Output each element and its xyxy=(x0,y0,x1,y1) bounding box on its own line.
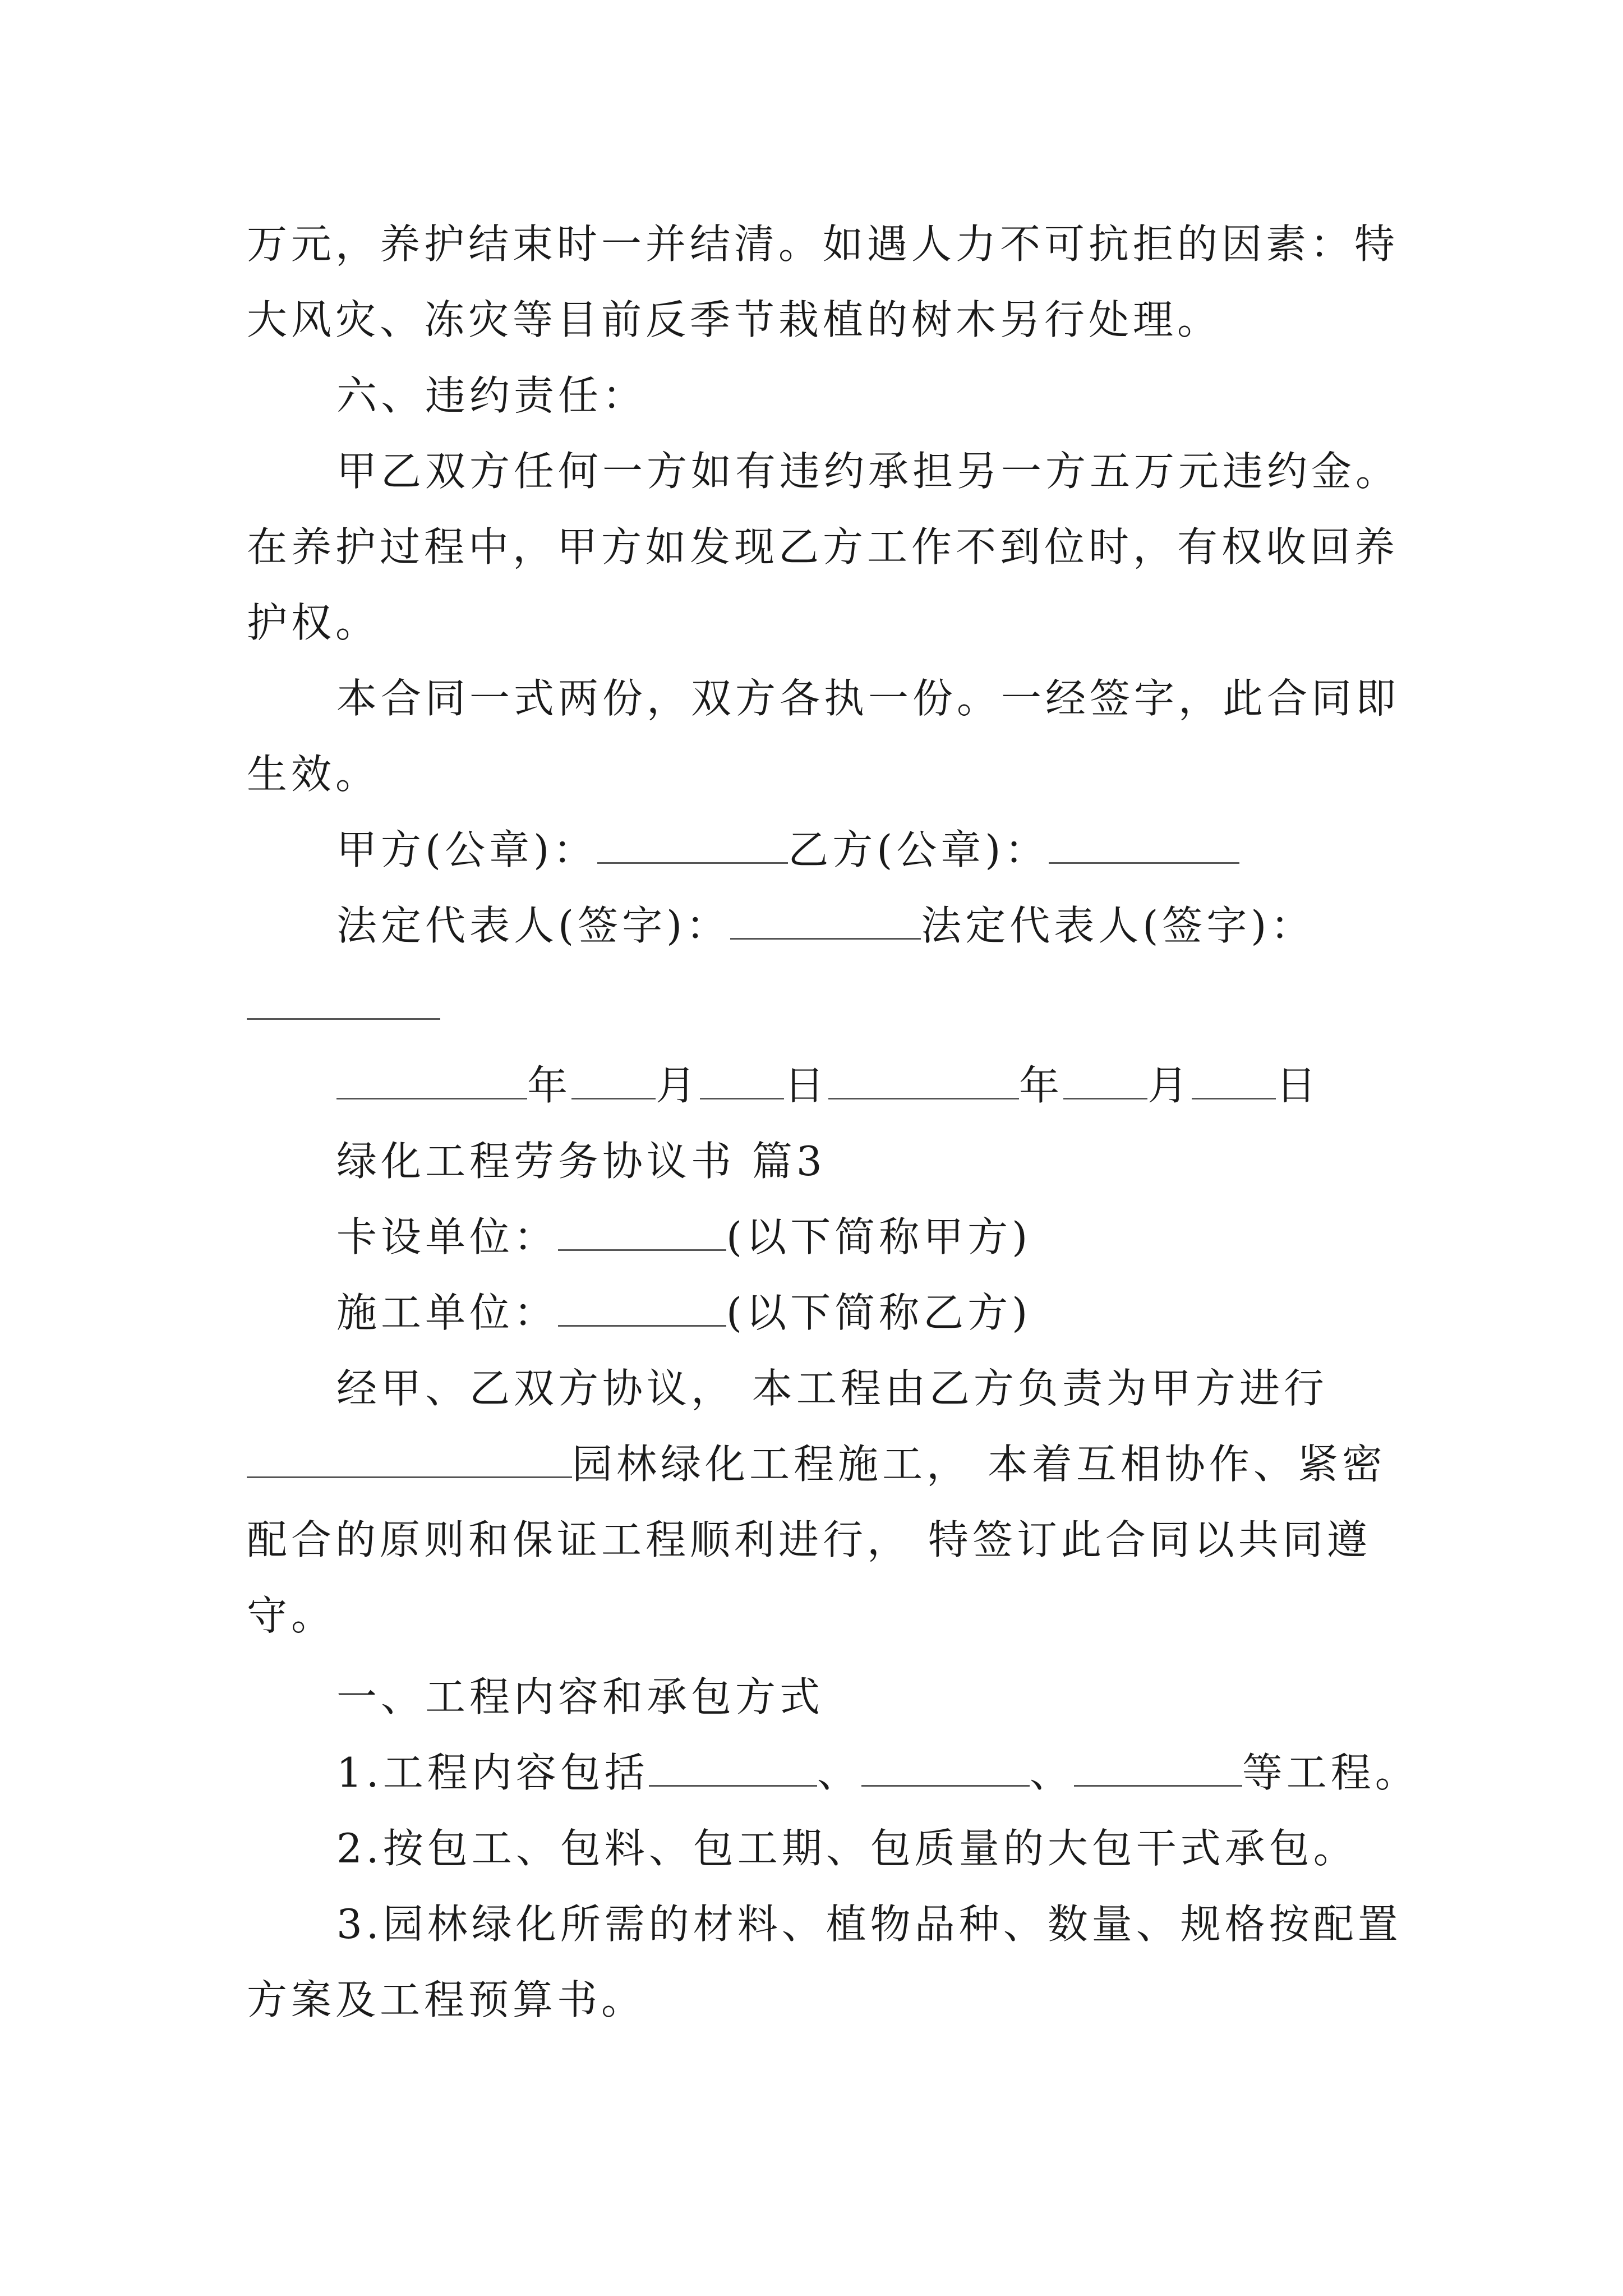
representative-line xyxy=(336,898,1315,954)
list-item-text: 1.工程内容包括 xyxy=(336,1749,649,1796)
project-name-blank xyxy=(247,1443,572,1478)
paragraph-line: 甲乙双方任何一方如有违约承担另一方五万元违约金。 xyxy=(336,448,1400,495)
month-a-label: 月 xyxy=(656,1062,700,1109)
paragraph-line: 方案及工程预算书。 xyxy=(247,1976,646,2023)
paragraph-line: 配合的原则和保证工程顺利进行， 特签订此合同以共同遵 xyxy=(247,1516,1371,1563)
party-b-blank xyxy=(558,1291,726,1327)
date-line xyxy=(336,1057,1320,1114)
party-b-seal-blank xyxy=(1049,829,1239,864)
month-b-blank xyxy=(1063,1064,1147,1099)
list-item-text: 等工程。 xyxy=(1242,1749,1419,1796)
party-a-rep-blank xyxy=(730,904,921,940)
paragraph-line: 守。 xyxy=(247,1592,336,1639)
paragraph-text: 园林绿化工程施工， 本着互相协作、紧密 xyxy=(572,1441,1386,1488)
party-a-seal-blank xyxy=(597,829,788,864)
party-a-seal-label: 甲方(公章)： xyxy=(336,826,598,873)
party-b-seal-label: 乙方(公章)： xyxy=(788,826,1049,873)
paragraph-line: 护权。 xyxy=(247,599,380,646)
paragraph-line: 在养护过程中，甲方如发现乙方工作不到位时，有权收回养 xyxy=(247,523,1399,570)
party-a-line xyxy=(336,1209,1031,1265)
paragraph-line: 生效。 xyxy=(247,751,380,798)
list-item: 3.园林绿化所需的材料、植物品种、数量、规格按配置 xyxy=(336,1901,1402,1948)
day-a-label: 日 xyxy=(784,1062,829,1109)
paragraph-line: 经甲、乙双方协议， 本工程由乙方负责为甲方进行 xyxy=(336,1365,1328,1412)
agreement-heading: 绿化工程劳务协议书 篇3 xyxy=(336,1138,826,1185)
content-blank-1 xyxy=(649,1751,817,1787)
list-item xyxy=(336,1745,1419,1801)
day-b-label: 日 xyxy=(1276,1062,1321,1109)
year-a-label: 年 xyxy=(527,1062,572,1109)
paragraph-line: 大风灾、冻灾等目前反季节栽植的树木另行处理。 xyxy=(247,296,1222,343)
separator: 、 xyxy=(817,1749,861,1796)
content-blank-2 xyxy=(861,1751,1030,1787)
party-a-note: (以下简称甲方) xyxy=(726,1213,1032,1260)
day-b-blank xyxy=(1192,1064,1276,1099)
party-b-label: 施工单位： xyxy=(336,1289,559,1336)
year-a-blank xyxy=(336,1064,527,1099)
paragraph-line xyxy=(247,1436,1386,1492)
party-a-blank xyxy=(558,1216,726,1251)
separator: 、 xyxy=(1029,1749,1074,1796)
party-b-line xyxy=(336,1285,1031,1341)
paragraph-line: 万元，养护结束时一并结清。如遇人力不可抗拒的因素：特 xyxy=(247,220,1399,268)
party-b-rep-blank xyxy=(247,1018,440,1020)
paragraph-line: 本合同一式两份，双方各执一份。一经签字，此合同即 xyxy=(336,675,1400,722)
section-heading: 一、工程内容和承包方式 xyxy=(336,1673,824,1720)
year-b-blank xyxy=(828,1064,1019,1099)
party-a-label: 卡设单位： xyxy=(336,1213,559,1260)
list-item: 2.按包工、包料、包工期、包质量的大包干式承包。 xyxy=(336,1825,1358,1872)
party-b-rep-label: 法定代表人(签字)： xyxy=(921,902,1315,949)
content-blank-3 xyxy=(1074,1751,1242,1787)
day-a-blank xyxy=(700,1064,784,1099)
month-a-blank xyxy=(571,1064,656,1099)
party-a-rep-label: 法定代表人(签字)： xyxy=(336,902,731,949)
seal-line xyxy=(336,822,1239,878)
year-b-label: 年 xyxy=(1019,1062,1064,1109)
party-b-note: (以下简称乙方) xyxy=(726,1289,1032,1336)
month-b-label: 月 xyxy=(1147,1062,1192,1109)
section-heading: 六、违约责任： xyxy=(336,372,647,419)
